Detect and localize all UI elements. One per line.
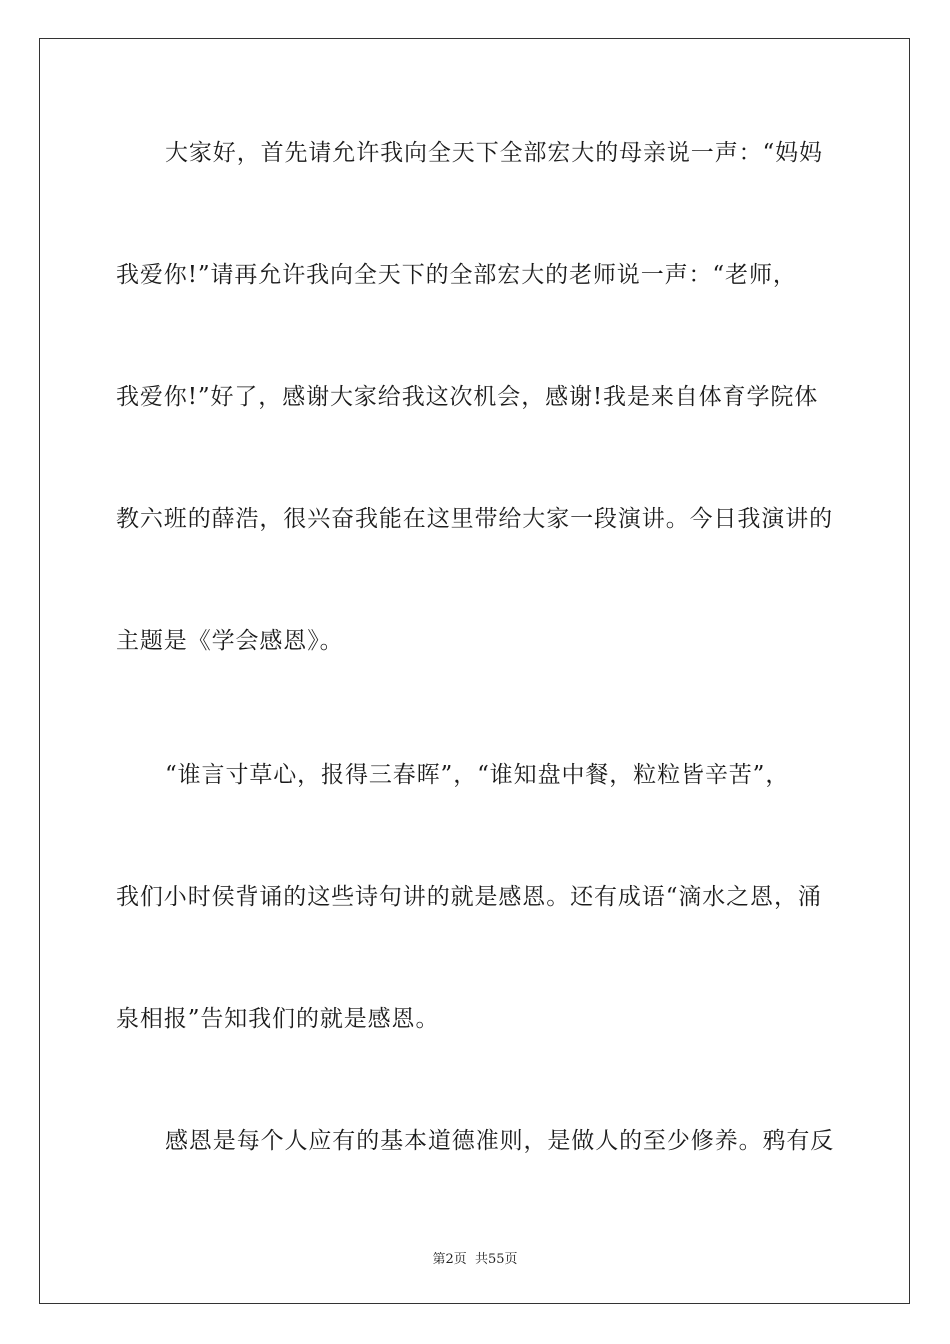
- paragraph-line: 我爱你!”请再允许我向全天下的全部宏大的老师说一声：“老师，: [116, 262, 797, 288]
- paragraph-line: 主题是《学会感恩》。: [116, 628, 344, 654]
- paragraph-line: 大家好，首先请允许我向全天下全部宏大的母亲说一声：“妈妈: [165, 140, 823, 166]
- page-total: 共55页: [474, 1252, 518, 1267]
- paragraph-line: 感恩是每个人应有的基本道德准则，是做人的至少修养。鸦有反: [165, 1128, 835, 1154]
- paragraph-line: 我爱你!”好了，感谢大家给我这次机会，感谢!我是来自体育学院体: [116, 384, 819, 410]
- paragraph-line: “谁言寸草心，报得三春晖”，“谁知盘中餐，粒粒皆辛苦”，: [165, 762, 790, 788]
- paragraph-line: 我们小时侯背诵的这些诗句讲的就是感恩。还有成语“滴水之恩，涌: [116, 884, 822, 910]
- page-footer: [0, 1248, 950, 1267]
- page-number: 第2页: [432, 1252, 467, 1267]
- page-border: [39, 38, 910, 1304]
- paragraph-line: 教六班的薛浩，很兴奋我能在这里带给大家一段演讲。今日我演讲的: [116, 506, 833, 532]
- paragraph-line: 泉相报”告知我们的就是感恩。: [116, 1006, 440, 1032]
